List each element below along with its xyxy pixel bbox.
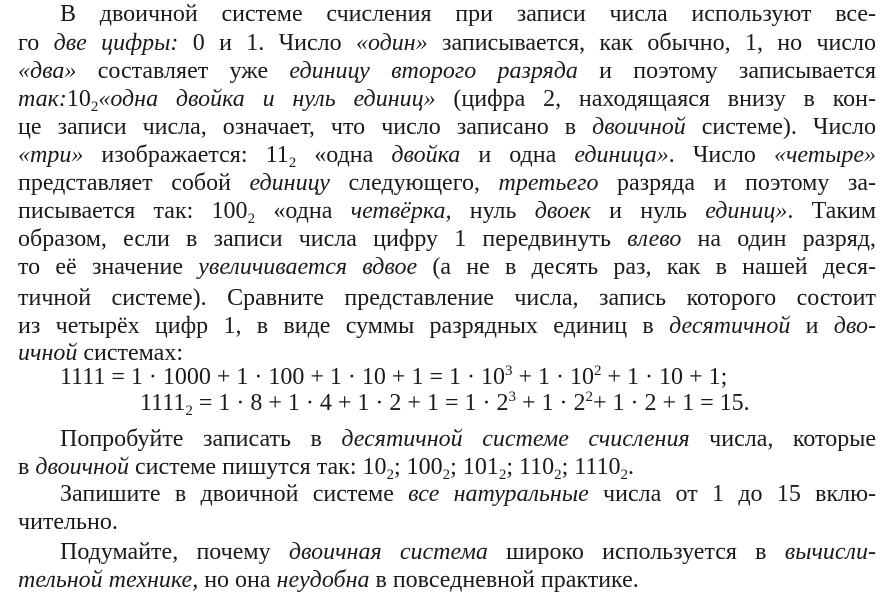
- italic-text: двоичная система: [288, 539, 488, 565]
- subscript: 2: [554, 467, 562, 483]
- italic-text: двоичной: [35, 454, 129, 480]
- text-line: «три» изображается: $11_2$ «одна двойка и одна единица». Число «четыре»: [18, 142, 876, 171]
- equation-binary: $1111_2 = 1 \cdot 8 + 1 \cdot 4 + 1 \cdot 2 + 1 = 1 \cdot 2^3 + 1 \cdot 2^2+ 1 \cdot 2 + 1 = 15$.: [140, 389, 750, 419]
- text-line: из четырёх цифр 1, в виде суммы разрядных единиц в десятичной и дво-: [18, 313, 877, 339]
- italic-text: «два»: [18, 58, 77, 84]
- italic-text: увеличивается вдвое: [198, 254, 418, 280]
- text-line: це записи числа, означает, что число записано в двоичной системе). Число: [18, 114, 876, 140]
- italic-text: вычисли-: [784, 539, 877, 565]
- equation-decimal: $1111 = 1 \cdot 1000 + 1 \cdot 100 + 1 \cdot 10 + 1 = 1 \cdot 10^3 + 1 \cdot 10^2 + 1 \cdot 10 + 1$;: [60, 363, 728, 390]
- text-line: ичной системах:: [18, 340, 183, 366]
- text-line: то её значение увеличивается вдвое (а не в десять раз, как в нашей деся-: [18, 254, 877, 280]
- subscript: 2: [90, 99, 99, 115]
- superscript: 2: [594, 363, 602, 379]
- subscript: 2: [386, 467, 394, 483]
- italic-text: третьего: [498, 170, 599, 196]
- italic-text: единица»: [574, 142, 669, 168]
- italic-text: десятичной системе счисления: [341, 426, 690, 452]
- italic-text: «один»: [355, 30, 428, 56]
- text-line: В двоичной системе счисления при записи числа используют все-: [60, 1, 876, 27]
- italic-text: двойка: [391, 142, 461, 168]
- subscript: 2: [498, 467, 507, 483]
- text-line: $так:10_2«одна$ двойка и нуль единиц» (цифра 2, находящаяся внизу в кон-: [18, 86, 876, 115]
- text-line: образом, если в записи числа цифру 1 передвинуть влево на один разряд,: [18, 226, 876, 252]
- italic-text: неудобна: [276, 567, 370, 593]
- text-line: «два» составляет уже единицу второго разряда и поэтому записывается: [18, 58, 876, 84]
- italic-text: тельной технике,: [18, 567, 199, 593]
- superscript: 2: [585, 389, 594, 405]
- italic-text: дво-: [833, 313, 877, 339]
- text-line: тельной технике, но она неудобна в повседневной практике.: [18, 567, 639, 593]
- italic-text: двоек: [534, 198, 591, 224]
- italic-text: двоичной: [592, 114, 686, 140]
- italic-text: единицу второго разряда: [289, 58, 578, 84]
- italic-text: ичной: [18, 340, 78, 366]
- italic-text: две цифры:: [53, 30, 179, 56]
- subscript: 2: [288, 155, 297, 171]
- italic-text: десятичной: [669, 313, 791, 339]
- text-line: тичной системе). Сравните представление числа, запись которого состоит: [18, 285, 876, 311]
- text-line: го две цифры: 0 и 1. Число «один» записывается, как обычно, 1, но число: [18, 30, 876, 56]
- italic-text: «три»: [18, 142, 84, 168]
- text-line: представляет собой единицу следующего, третьего разряда и поэтому за-: [18, 170, 876, 196]
- subscript: 2: [442, 467, 451, 483]
- italic-text: четвёрка,: [350, 198, 452, 224]
- italic-text: все натуральные: [408, 481, 589, 507]
- subscript: 2: [620, 467, 628, 483]
- italic-text: «четыре»: [773, 142, 876, 168]
- text-line: писывается так: $100_2$ «одна четвёрка, нуль двоек и нуль единиц». Таким: [18, 198, 877, 227]
- text-line: Попробуйте записать в десятичной системе счисления числа, которые: [60, 426, 877, 452]
- subscript: 2: [185, 403, 193, 419]
- italic-text: единиц»: [705, 198, 788, 224]
- superscript: 3: [504, 363, 513, 379]
- text-line: Подумайте, почему двоичная система широко используется в вычисли-: [60, 539, 877, 565]
- text-line: чительно.: [18, 509, 118, 535]
- text-line: в двоичной системе пишутся так: $10_2$; $100_2$; $101_2$; $110_2$; $1110_2$.: [18, 454, 634, 483]
- italic-text: единицу: [249, 170, 330, 196]
- text-line: Запишите в двоичной системе все натуральные числа от 1 до 15 вклю-: [60, 481, 877, 507]
- subscript: 2: [247, 211, 256, 227]
- italic-text: так:: [18, 86, 67, 112]
- italic-text: влево: [627, 226, 682, 252]
- italic-text: «одна двойка и нуль единиц»: [98, 86, 436, 112]
- superscript: 3: [508, 389, 516, 405]
